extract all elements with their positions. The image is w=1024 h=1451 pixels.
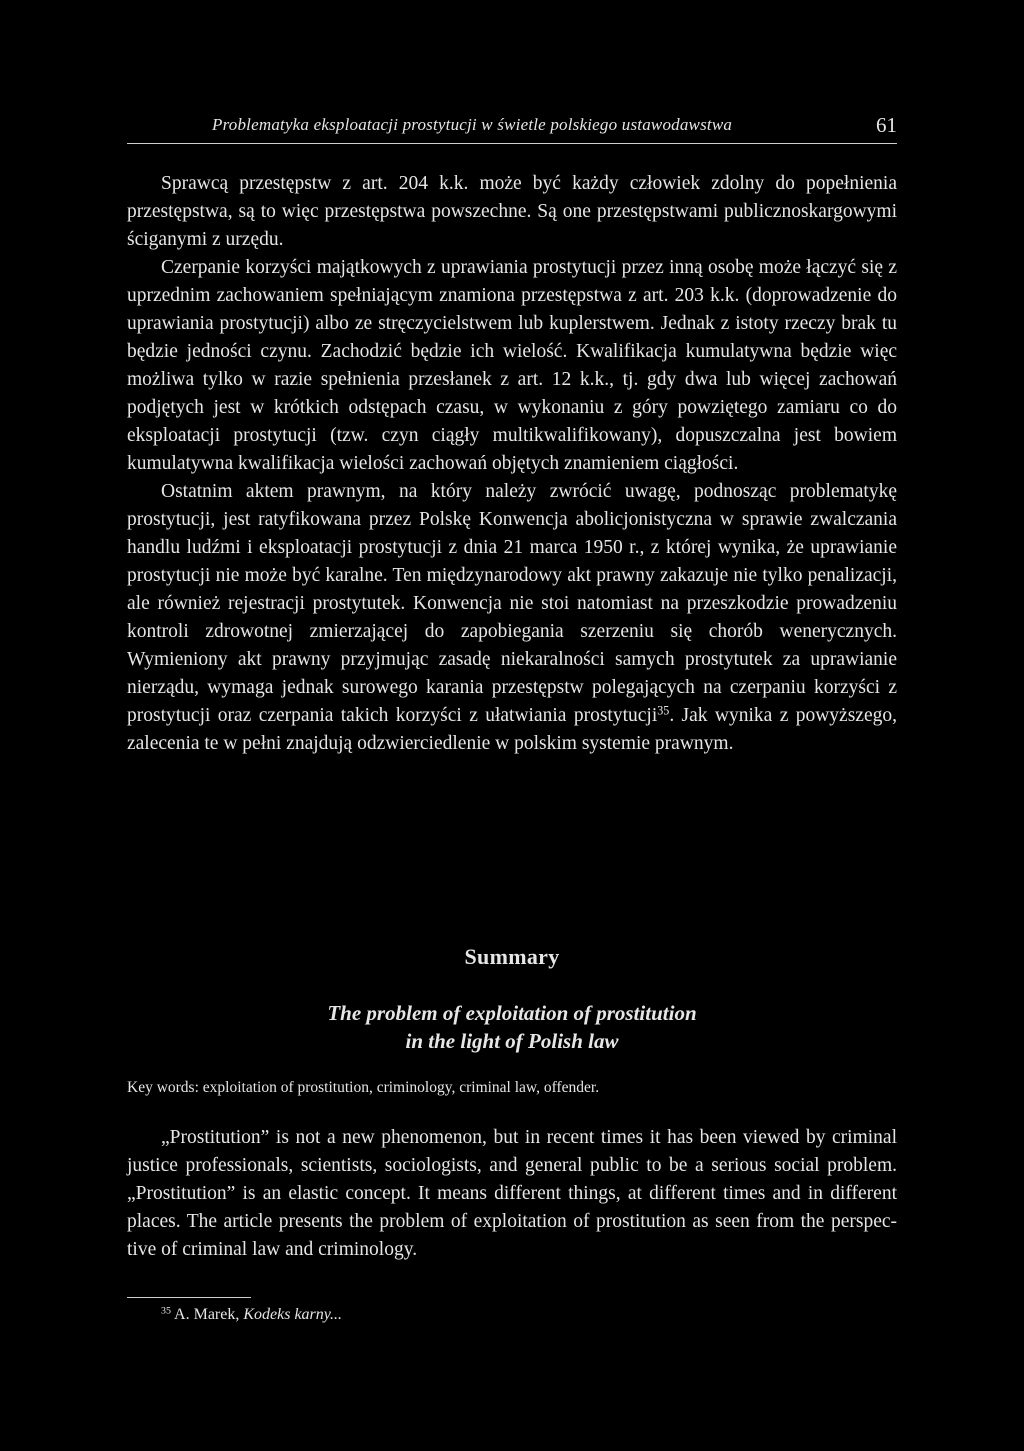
- paragraph-offender: [127, 170, 897, 254]
- keywords-label: Key words:: [127, 1079, 199, 1096]
- paragraph-profit: [127, 254, 897, 478]
- paragraph-text: Ostatnim aktem prawnym, na który należy zwrócić uwagę, podnosząc problematykę prostytucji, jest ratyfikowana przez Polskę Konwencja abolicjonistyczna w sprawie zwalczania handlu ludźmi i eksploatacji prostytucji z dnia 21 marca 1950 r., z której wynika, że uprawianie prostytucji nie może być karalne. Ten międzynarodowy akt prawny zakazuje nie tylko penalizacji, ale również rejestracji prostytutek. Konwencja nie stoi natomiast na przeszkodzie prowadzeniu kontroli zdrowotnej zmierzającej do zapobiegania szerzeniu się chorób wenerycznych. Wymieniony akt prawny przyjmując zasadę niekaralności samych prostytutek za uprawianie nierządu, wymaga jednak surowego karania przestępstw polegających na czerpaniu korzyści z prostytucji oraz czerpania takich korzyści z ułatwiania prostytucji: [127, 481, 897, 726]
- footnote: [161, 1306, 342, 1324]
- body-text: [127, 170, 897, 758]
- running-header: [127, 113, 897, 144]
- paragraph-text: . Jak wynika z powyższego, zalecenia te w pełni znajdują odzwierciedlenie w polskim systemie prawnym.: [127, 705, 897, 754]
- footnote-divider: [127, 1297, 251, 1298]
- abstract: [127, 1124, 897, 1264]
- summary-title: [127, 999, 897, 1055]
- footnote-author: A. Marek,: [174, 1306, 240, 1323]
- paragraph-text: Sprawcą przestępstw z art. 204 k.k. może być każdy człowiek zdolny do popełnienia przestępstwa, są to więc przestępstwa powszechne. Są one przestępstwami publicznoskargowymi ściganymi z urzędu.: [127, 173, 897, 250]
- page-number: 61: [876, 113, 897, 137]
- summary-heading: Summary: [464, 944, 560, 969]
- summary-title-line: The problem of exploitation of prostitution: [327, 1001, 697, 1025]
- footnote-number: 35: [161, 1305, 171, 1317]
- keywords-text: exploitation of prostitution, criminology, criminal law, offender.: [202, 1079, 600, 1096]
- abstract-paragraph: „Prostitution” is not a new phenomenon, but in recent times it has been viewed by criminal justice professionals, scientists, sociologists, and general public to be a serious social problem. „Prostitution” is an elastic concept. It means different things, at different times and in different places. The article presents the problem of exploitation of prostitution as seen from the perspective of criminal law and criminology.: [127, 1127, 897, 1260]
- running-title: Problematyka eksploatacji prostytucji w świetle polskiego ustawodawstwa: [212, 115, 733, 134]
- paragraph-text: Czerpanie korzyści majątkowych z uprawiania prostytucji przez inną osobę może łączyć się z uprzednim zachowaniem spełniającym znamiona przestępstwa z art. 203 k.k. (doprowadzenie do uprawiania prostytucji) albo ze stręczycielstwem lub kuplerstwem. Jednak z istoty rzeczy brak tu będzie jedności czynu. Zachodzić będzie ich wielość. Kwalifikacja kumulatywna będzie więc możliwa tylko w razie spełnienia przesłanek z art. 12 k.k., tj. gdy dwa lub więcej zachowań podjętych jest w krótkich odstępach czasu, w wykonaniu z góry powziętego zamiaru co do eksploatacji prostytucji (tzw. czyn ciągły multikwalifikowany), dopuszczalna jest bowiem kumulatywna kwalifikacja wielości zachowań objętych znamieniem ciągłości.: [127, 257, 897, 474]
- paragraph-convention: [127, 478, 897, 758]
- footnote-work: Kodeks karny...: [243, 1306, 342, 1323]
- footnote-reference: 35: [657, 703, 670, 718]
- summary-title-line: in the light of Polish law: [405, 1029, 619, 1053]
- keywords: [127, 1079, 897, 1097]
